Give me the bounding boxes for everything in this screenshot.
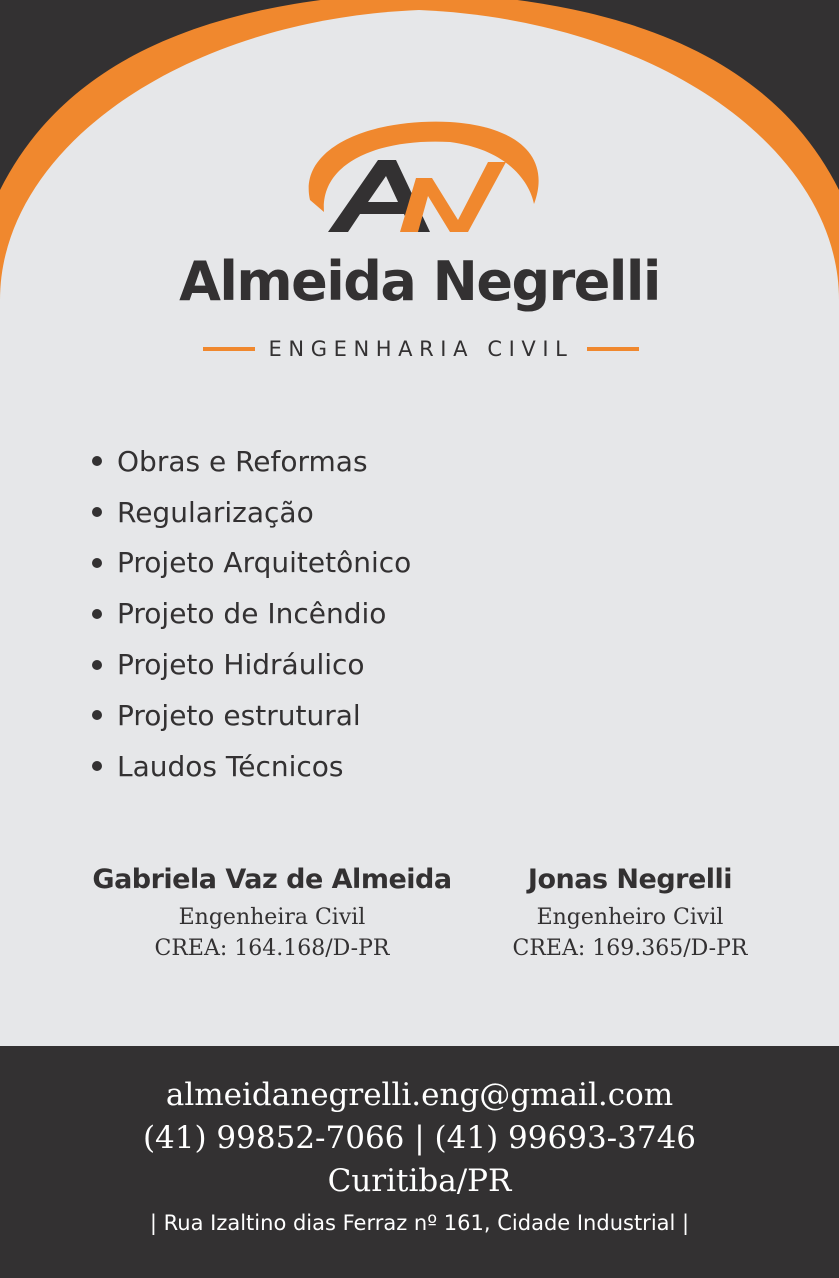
email-text: almeidanegrelli.eng@gmail.com — [165, 1077, 674, 1113]
person-crea: CREA: 169.365/D-PR — [512, 936, 748, 961]
service-label: Regularização — [117, 495, 314, 529]
bullet-icon — [92, 609, 102, 619]
bullet-icon — [92, 507, 102, 517]
phone-text: (41) 99852-7066 | (41) 99693-3746 — [142, 1120, 697, 1156]
bullet-icon — [92, 710, 102, 720]
city-text: Curitiba/PR — [327, 1163, 512, 1199]
service-label: Laudos Técnicos — [117, 749, 344, 783]
service-item — [92, 639, 411, 690]
service-label: Projeto Arquitetônico — [117, 546, 412, 580]
person-name: Gabriela Vaz de Almeida — [92, 864, 452, 895]
person-role: Engenheira Civil — [178, 905, 366, 930]
contact-block — [0, 1074, 839, 1235]
service-item — [92, 690, 411, 741]
tagline-left-rule — [203, 347, 255, 351]
service-item — [92, 538, 411, 589]
tagline: ENGENHARIA CIVIL — [268, 337, 574, 361]
engineer-gabriela — [82, 864, 462, 961]
bullet-icon — [92, 761, 102, 771]
bullet-icon — [92, 558, 102, 568]
service-item — [92, 436, 411, 487]
address-text: | Rua Izaltino dias Ferraz nº 161, Cidade Industrial | — [149, 1211, 690, 1235]
person-name: Jonas Negrelli — [527, 864, 733, 895]
an-monogram-orbit-logo — [290, 108, 550, 248]
service-label: Projeto estrutural — [117, 698, 361, 732]
bullet-icon — [92, 660, 102, 670]
service-item — [92, 487, 411, 538]
brand-name: Almeida Negrelli — [179, 250, 660, 313]
tagline-row — [182, 334, 660, 364]
service-label: Projeto de Incêndio — [117, 597, 387, 631]
services-list — [92, 436, 411, 792]
service-label: Obras e Reformas — [117, 444, 368, 478]
person-crea: CREA: 164.168/D-PR — [154, 936, 390, 961]
service-item — [92, 741, 411, 792]
service-label: Projeto Hidráulico — [117, 648, 365, 682]
person-role: Engenheiro Civil — [536, 905, 724, 930]
service-item — [92, 588, 411, 639]
letter-n — [400, 162, 506, 232]
bullet-icon — [92, 456, 102, 466]
engineer-jonas — [480, 864, 780, 961]
tagline-right-rule — [587, 347, 639, 351]
